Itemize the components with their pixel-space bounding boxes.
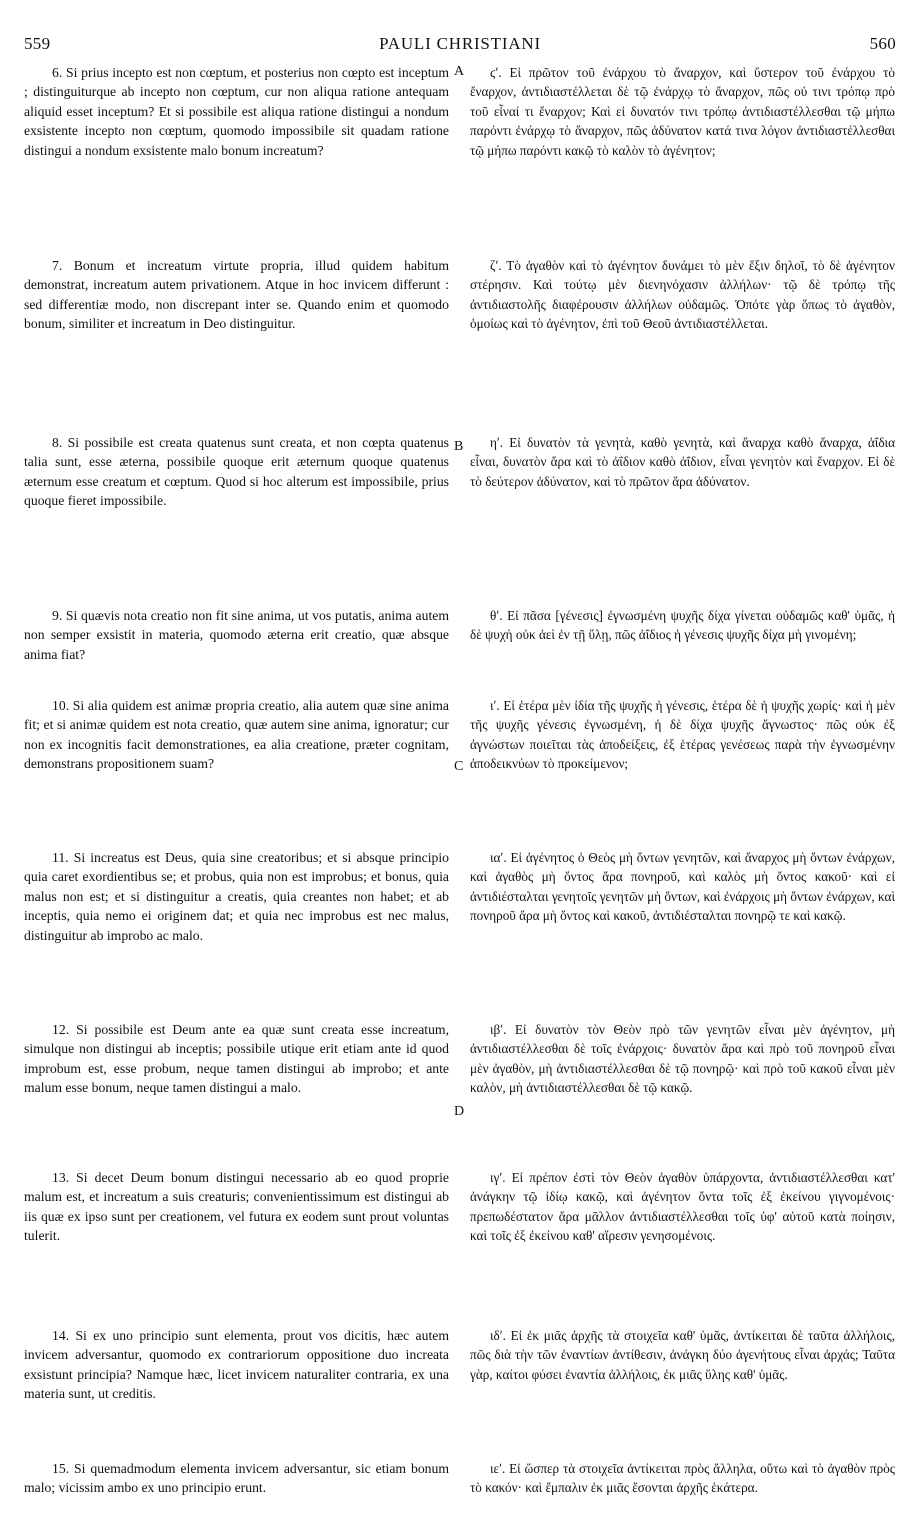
margin-letter-c: C: [454, 759, 464, 774]
latin-paragraph-8: 8. Si possibile est creata quatenus sunt creata, et non cœpta quatenus talia sunt, esse æterna, possibile quoque erit æternum quoque quatenus æternum esse creatum et cœptum. Quod si hoc alterum est impossibile, prius quoque fieret impossibile.: [24, 435, 449, 509]
latin-paragraph-13: 13. Si decet Deum bonum distingui necessario ab eo quod proprie malum est, et increatum a suis creaturis; convenientissimum est distingui ab iis quæ ex ipso sunt per creationem, vel futura ex eodem sunt prout voluntas tulerit.: [24, 1170, 449, 1244]
running-title: PAULI CHRISTIANI: [379, 34, 541, 53]
latin-paragraph-11: 11. Si increatus est Deus, quia sine creatoribus; et si absque principio quia caret exordientibus se; et probus, quia non est improbus; et bonus, quia malus non est; et si distinguitur a creatis, quia creantes non habet; et ab inceptis, quia nemo ei originem dat; et quia nec improbus est nec malus, distinguitur ab improbo ac malo.: [24, 850, 449, 943]
greek-paragraph-11: ιαʹ. Εἰ ἀγένητος ὁ Θεὸς μὴ ὄντων γενητῶν, καὶ ἄναρχος μὴ ὄντων ἐνάρχων, καὶ ἀγαθὸς μὴ ὄντος ἄρα πονηροῦ, καὶ καλὸς μὴ ὄντος κακοῦ· καὶ εἰ ἀντιδιέσταλται γενητοῖς γενητῶν μὴ ὄντων, καὶ ἐνάρχοις μὴ ὄντων ἐνάρχων, καὶ πονηροῦ ἄρα μὴ ὄντος καὶ κακοῦ, ἀντιδιέσταλται πονηρῷ τε καὶ κακῷ.: [470, 850, 895, 924]
greek-paragraph-13: ιγʹ. Εἰ πρέπον ἐστὶ τὸν Θεὸν ἀγαθὸν ὑπάρχοντα, ἀντιδιαστέλλεσθαι κατ' ἀνάγκην τῷ ἰδίῳ κακῷ, καὶ ἀγένητον ὄντα τοῖς ἐξ ἐκείνου γιγνομένοις· πρεπωδέστατον ἄρα μᾶλλον ἀντιδιαστέλλεσθαι τοῖς ὑφ' αὐτοῦ κατὰ ποίησιν, καὶ τοῖς ἐξ ἐκείνου καθ' αἵρεσιν γενησομένοις.: [470, 1170, 895, 1244]
latin-paragraph-9: 9. Si quævis nota creatio non fit sine anima, ut vos putatis, anima autem non semper exsistit in materia, quomodo æterna erit creatio, quæ absque anima fiat?: [24, 608, 449, 662]
greek-paragraph-10: ιʹ. Εἰ ἑτέρα μὲν ἰδία τῆς ψυχῆς ἡ γένεσις, ἑτέρα δὲ ἡ ψυχῆς χωρίς· καὶ ἡ μὲν τῆς ψυχῆς γένεσις ἐγνωσμένη, ἡ δὲ δίχα ψυχῆς ἄγνωστος· πῶς οὐκ ἐξ ἀγνώστων ποιεῖται τὰς ἀποδείξεις, ἐξ ἑτέρας γενέσεως παρὰ τὴν ἐγνωσμένην ἀποδεικνύων τὸ προκείμενον;: [470, 698, 895, 772]
greek-paragraph-6: ϛʹ. Εἰ πρῶτον τοῦ ἐνάρχου τὸ ἄναρχον, καὶ ὕστερον τοῦ ἐνάρχου τὸ ἔναρχον, ἀντιδιαστέλλεται δὲ τῷ ἐνάρχῳ τὸ ἄναρχον, πῶς οὐ τινι τρόπῳ πρὸ τοῦ εἶναί τι ἔναρχον; Καὶ εἰ δυνατόν τινι τρόπῳ ἀντιδιαστέλλεσθαι τῷ μήπω παρόντι ἐνάρχῳ τὸ ἄναρχον, πῶς ἀδύνατον κατά τινα λόγον ἀντιδιαστέλλεσθαι τῷ μήπω παρόντι κακῷ τὸ καλὸν τὸ ἀγένητον;: [470, 65, 895, 158]
latin-paragraph-12: 12. Si possibile est Deum ante ea quæ sunt creata esse increatum, simulque non distingui ab inceptis; possibile utique erit etiam ante id quod improbum est, esse probum, neque tamen distingui ab improbo; et ante malum esse bonum, neque tamen distingui a malo.: [24, 1022, 449, 1096]
latin-paragraph-6: 6. Si prius incepto est non cœptum, et posterius non cœpto est inceptum ; distinguiturque ab incepto non cœptum, cur non aliqua ratione antequam aliquid esset inceptum? Et si possibile est aliqua ratione distingui a nondum exsistente incepto non cœptum, quomodo impossibile sit quadam ratione distingui a nondum exsistente malo bonum increatum?: [24, 65, 449, 158]
page-number-left: 559: [24, 34, 51, 53]
running-header: [24, 34, 896, 56]
greek-paragraph-15: ιεʹ. Εἰ ὥσπερ τὰ στοιχεῖα ἀντίκειται πρὸς ἄλληλα, οὕτω καὶ τὸ ἀγαθὸν πρὸς τὸ κακόν· καὶ ἔμπαλιν ἐκ μιᾶς ἔσονται ἀρχῆς ἑκάτερα.: [470, 1461, 895, 1496]
greek-paragraph-8: ηʹ. Εἰ δυνατὸν τὰ γενητὰ, καθὸ γενητὰ, καὶ ἄναρχα καθὸ ἄναρχα, ἀΐδια εἶναι, δυνατὸν ἄρα καὶ τὸ ἀΐδιον καθὸ ἀΐδιον, εἶναι γενητὸν καὶ ἔναρχον. Εἰ δὲ τὸ δεύτερον ἀδύνατον, καὶ τὸ πρῶτον ἄρα ἀδύνατον.: [470, 435, 895, 489]
greek-paragraph-12: ιβʹ. Εἰ δυνατὸν τὸν Θεὸν πρὸ τῶν γενητῶν εἶναι μὲν ἀγένητον, μὴ ἀντιδιαστέλλεσθαι δὲ τοῖς ἐνάρχοις· δυνατὸν ἄρα καὶ πρὸ τοῦ πονηροῦ εἶναι μὲν ἀγαθὸν, μὴ ἀντιδιαστέλλεσθαι δὲ τῷ πονηρῷ· καὶ πρὸ τοῦ κακοῦ εἶναι μὲν καλὸν, μὴ ἀντιδιαστέλλεσθαι δὲ τῷ κακῷ.: [470, 1022, 895, 1096]
page-number-right: 560: [869, 34, 896, 53]
greek-paragraph-14: ιδʹ. Εἰ ἐκ μιᾶς ἀρχῆς τὰ στοιχεῖα καθ' ὑμᾶς, ἀντίκειται δὲ ταῦτα ἀλλήλοις, πῶς διὰ τὴν τῶν ἐναντίων ἀντίθεσιν, ἀνάγκη δύο ἀγενήτους εἶναι ἀρχάς; Ταῦτα γὰρ, καίτοι φύσει ἐναντία ἀλλήλοις, ἐκ μιᾶς ὕλης καθ' ὑμᾶς.: [470, 1328, 895, 1382]
greek-paragraph-9: θʹ. Εἰ πᾶσα [γένεσις] ἐγνωσμένη ψυχῆς δίχα γίνεται οὐδαμῶς καθ' ὑμᾶς, ἡ δὲ ψυχὴ οὐκ ἀεὶ ἐν τῇ ὕλῃ, πῶς ἀΐδιος ἡ γένεσις ψυχῆς δίχα μὴ γινομένη;: [470, 608, 895, 643]
latin-paragraph-7: 7. Bonum et increatum virtute propria, illud quidem habitum demonstrat, increatum autem privationem. Atque in hoc invicem differunt : sed differentiæ modo, non discrepant inter se. Quando enim et quomodo bonum, similiter et increatum in Deo distinguitur.: [24, 258, 449, 332]
margin-letter-a: A: [454, 64, 465, 79]
latin-paragraph-10: 10. Si alia quidem est animæ propria creatio, alia autem quæ sine anima fit; et si animæ quidem est nota creatio, quæ autem sine anima, ignoratur; cur non ex incognitis facit demonstrationes, ea alia creatione, præter cognitam, demonstrans propositionem suam?: [24, 698, 449, 772]
margin-letter-d: D: [454, 1104, 465, 1119]
latin-paragraph-15: 15. Si quemadmodum elementa invicem adversantur, sic etiam bonum malo; vicissim ambo ex uno principio erunt.: [24, 1461, 449, 1496]
greek-paragraph-7: ζʹ. Τὸ ἀγαθὸν καὶ τὸ ἀγένητον δυνάμει τὸ μὲν ἕξιν δηλοῖ, τὸ δὲ ἀγένητον στέρησιν. Καὶ τούτῳ μὲν διενηνόχασιν ἀλλήλων· τῷ δὲ τρόπῳ τῆς ἀντιδιαστολῆς διαφέρουσιν ἀλλήλων οὐδαμῶς. Ὁπότε γὰρ ὅπως τὸ ἀγαθὸν, ὁμοίως καὶ τὸ ἀγένητον, ἐπὶ τοῦ Θεοῦ ἀντιδιαστέλλεται.: [470, 258, 895, 332]
margin-letter-b: B: [454, 439, 464, 454]
latin-paragraph-14: 14. Si ex uno principio sunt elementa, prout vos dicitis, hæc autem invicem adversantur, quomodo ex contrariorum oppositione duo increata exsistunt principia? Namque hæc, licet invicem naturaliter contraria, ex una materia sunt, ut creditis.: [24, 1328, 449, 1402]
